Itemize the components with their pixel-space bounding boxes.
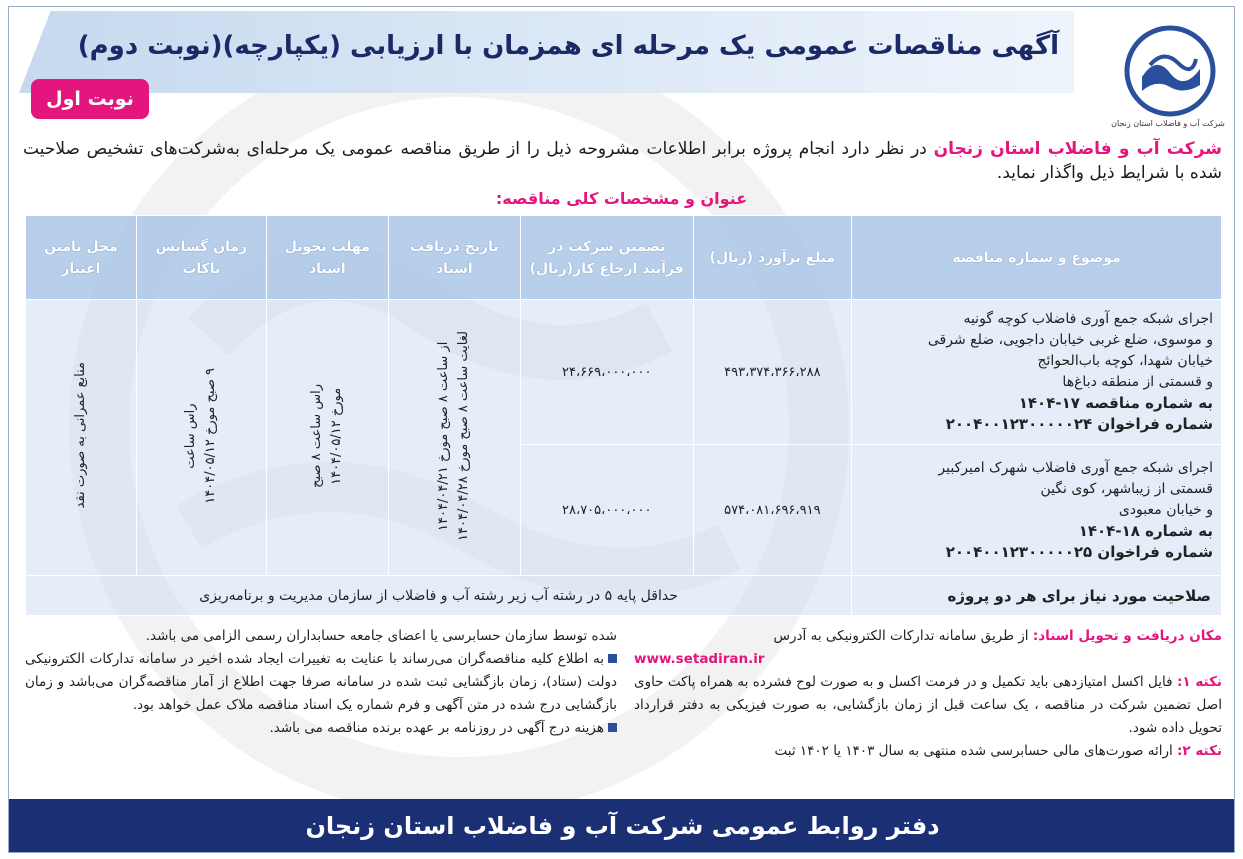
- row2-estimate: ۵۷۴،۰۸۱،۶۹۶،۹۱۹: [693, 445, 852, 576]
- funding-text: منابع عمرانی به صورت نقد: [72, 362, 88, 509]
- bullet-square-icon: [608, 654, 617, 663]
- organization-name: شرکت آب و فاضلاب استان زنجان: [933, 139, 1222, 159]
- qualification-label: صلاحیت مورد نیاز برای هر دو پروژه: [852, 576, 1222, 616]
- table-row: [26, 300, 1222, 445]
- receive-line2: لغایت ساعت ۸ صبح مورخ ۱۴۰۴/۰۴/۲۸: [456, 330, 472, 541]
- notes-section: [25, 625, 1222, 795]
- row1-subject-line: و موسوی، ضلع غربی خیابان داجویی، ضلع شرقی: [927, 332, 1213, 348]
- intro-text: در نظر دارد انجام پروژه برابر اطلاعات مشروحه ذیل را از طریق مناقصه عمومی یک مرحله‌ای به‌شرکت‌های تشخیص صلاحیت شده با شرایط ذیل واگذار نماید.: [23, 139, 1222, 183]
- bullet-item: [25, 717, 617, 740]
- funding-source: [26, 300, 137, 576]
- receive-dates: [388, 300, 520, 576]
- opening-time-notice: به اطلاع کلیه مناقصه‌گران می‌رساند با عنایت به تغییرات ایجاد شده اخیر در سامانه تدارکات الکترونیکی دولت (ستاد)، زمان بازگشایی ثبت شده در سامانه صرفا جهت اطلاع از آمار مناقصه‌گران می‌باشد و زمان بازگشایی درج شده در متن آگهی و فرم شماره یک اسناد مناقصه ملاک عمل خواهد بود.: [25, 651, 617, 713]
- row2-subject: [852, 445, 1222, 576]
- audit-requirement: شده توسط سازمان حسابرسی یا اعضای جامعه حسابداران رسمی الزامی می باشد.: [145, 628, 617, 644]
- qualification-row: [26, 576, 1222, 616]
- row2-subject-line: قسمتی از زیباشهر، کوی نگین: [1040, 480, 1213, 497]
- header-opening: زمان گشایش پاکات: [136, 216, 266, 300]
- deliver-line1: راس ساعت ۸ صبح: [309, 383, 325, 488]
- header-receive: تاریخ دریافت اسناد: [388, 216, 520, 300]
- row1-subject-line: و قسمتی از منطقه دباغ‌ها: [1062, 374, 1213, 390]
- row1-guarantee: ۲۴،۶۶۹،۰۰۰،۰۰۰: [520, 300, 693, 445]
- ad-cost-notice: هزینه درج آگهی در روزنامه بر عهده برنده مناقصه می باشد.: [269, 720, 604, 736]
- qualification-text: حداقل پایه ۵ در رشته آب زیر رشته آب و فاضلاب از سازمان مدیریت و برنامه‌ریزی: [26, 576, 852, 616]
- page-title: آگهی مناقصات عمومی یک مرحله ای همزمان با ارزیابی (یکپارچه)(نوبت دوم): [77, 31, 1059, 61]
- notes-right-column: [634, 625, 1222, 763]
- opening-time-text: [181, 368, 221, 504]
- opening-line2: ۹ صبح مورخ ۱۴۰۴/۰۵/۱۲: [203, 367, 219, 504]
- row1-tender-number: به شماره مناقصه ۱۷-۱۴۰۴: [1018, 394, 1213, 412]
- opening-line1: راس ساعت: [183, 402, 199, 469]
- opening-time: [136, 300, 266, 576]
- tender-advertisement: [8, 6, 1235, 853]
- header-deliver: مهلت تحویل اسناد: [266, 216, 388, 300]
- row2-subject-line: و خیابان معبودی: [1118, 501, 1213, 518]
- note-1-text: فایل اکسل امتیازدهی باید تکمیل و در فرمت اکسل و به صورت لوح فشرده به همراه پاکت حاوی اصل تضمین شرکت در مناقصه ، یک ساعت قبل از زمان بازگشایی، به صورت فیزیکی به دفتر قرارداد تحویل داده شود.: [634, 674, 1222, 736]
- receive-dates-text: [434, 331, 474, 541]
- url-line: [634, 648, 1222, 671]
- row2-guarantee: ۲۸،۷۰۵،۰۰۰،۰۰۰: [520, 445, 693, 576]
- header-funding: محل تامین اعتبار: [26, 216, 137, 300]
- note-1-label: نکته ۱:: [1176, 674, 1222, 690]
- intro-paragraph: [23, 137, 1222, 185]
- row1-subject-line: خیابان شهدا، کوچه باب‌الحوائج: [1037, 353, 1213, 369]
- row2-subject-line: اجرای شبکه جمع آوری فاضلاب شهرک امیرکبیر: [938, 459, 1213, 476]
- table-header-row: [26, 216, 1222, 300]
- publication-badge: نوبت اول: [31, 79, 149, 119]
- section-title: عنوان و مشخصات کلی مناقصه:: [495, 189, 748, 208]
- deliver-deadline: [266, 300, 388, 576]
- bullet-square-icon: [608, 723, 617, 732]
- row1-subject-line: اجرای شبکه جمع آوری فاضلاب کوچه گونیه: [963, 311, 1213, 327]
- footer-banner: دفتر روابط عمومی شرکت آب و فاضلاب استان زنجان: [9, 799, 1235, 853]
- document-place-label: مکان دریافت و تحویل اسناد:: [1032, 628, 1222, 644]
- document-place-text: از طریق سامانه تدارکات الکترونیکی به آدرس: [773, 628, 1033, 644]
- row1-estimate: ۴۹۳،۳۷۴،۳۶۶،۲۸۸: [693, 300, 852, 445]
- note-2-label: نکته ۲:: [1177, 743, 1222, 759]
- deliver-deadline-text: [307, 384, 347, 488]
- row1-subject: [852, 300, 1222, 445]
- receive-line1: از ساعت ۸ صبح مورخ ۱۴۰۴/۰۴/۲۱: [436, 340, 452, 531]
- note-1: [634, 671, 1222, 740]
- water-company-logo-icon: [1124, 25, 1216, 117]
- tender-table: [25, 215, 1222, 616]
- bullet-item: [25, 648, 617, 717]
- header-guarantee: تضمین شرکت در فرآیند ارجاع کار(ریال): [520, 216, 693, 300]
- note-2-text: ارائه صورت‌های مالی حسابرسی شده منتهی به سال ۱۴۰۳ یا ۱۴۰۲ ثبت: [774, 743, 1178, 759]
- row2-call-number: شماره فراخوان ۲۰۰۴۰۰۱۲۳۰۰۰۰۰۲۵: [945, 542, 1213, 561]
- header-subject: موضوع و شماره مناقصه: [852, 216, 1222, 300]
- logo-caption: شرکت آب و فاضلاب استان زنجان: [1111, 119, 1225, 128]
- setadiran-link[interactable]: www.setadiran.ir: [634, 651, 765, 667]
- row1-call-number: شماره فراخوان ۲۰۰۴۰۰۱۲۳۰۰۰۰۰۲۴: [945, 415, 1213, 433]
- notes-left-column: [25, 625, 617, 740]
- row2-tender-number: به شماره ۱۸-۱۴۰۴: [1078, 521, 1213, 540]
- document-place: [634, 625, 1222, 648]
- note-2: [634, 740, 1222, 763]
- deliver-line2: مورخ ۱۴۰۴/۰۵/۱۲: [329, 386, 345, 485]
- header-estimate: مبلغ برآورد (ریال): [693, 216, 852, 300]
